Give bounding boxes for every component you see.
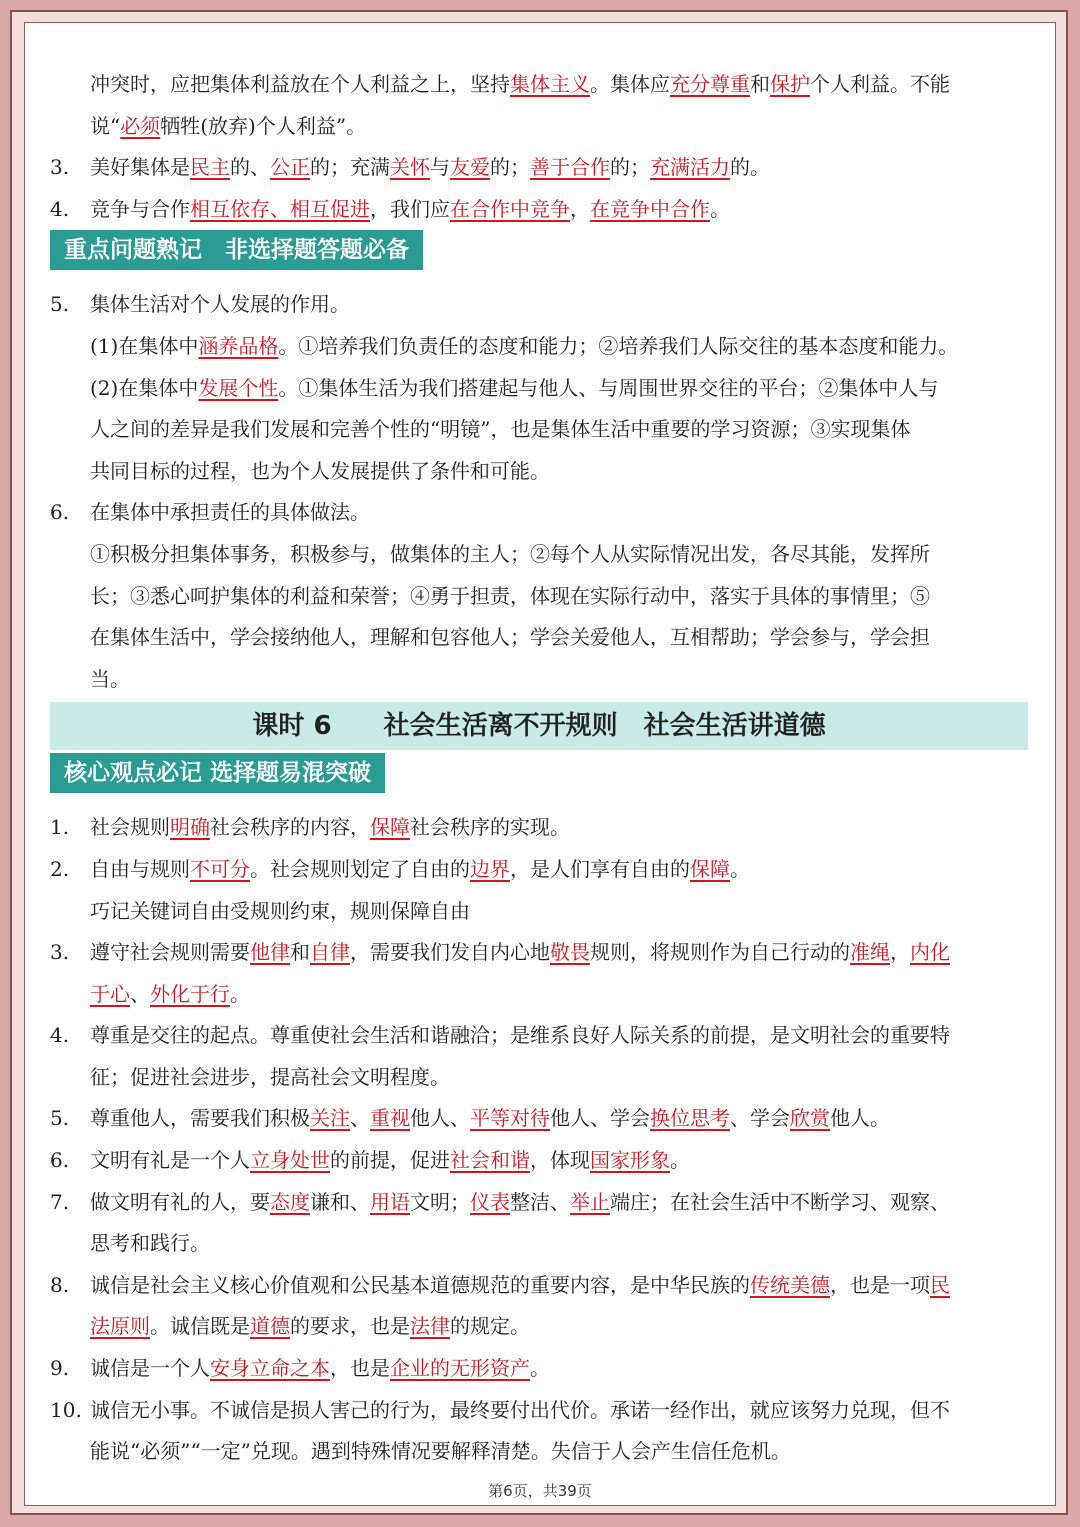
key-term: 明确 — [170, 815, 210, 840]
key-term: 企业的无形资产 — [390, 1356, 530, 1381]
text-line — [50, 974, 1030, 1016]
text-segment: 的要求，也是 — [290, 1314, 410, 1339]
text-segment: 社会秩序的内容， — [210, 815, 370, 840]
item-number: 4. — [50, 196, 70, 221]
item-number: 1. — [50, 815, 70, 840]
text-line — [50, 64, 1030, 106]
key-term: 充满活力 — [650, 155, 730, 180]
text-segment: 集体生活对个人发展的作用。 — [90, 292, 350, 317]
section-header: 重点问题熟记 非选择题答题必备 — [50, 230, 423, 270]
key-term: 涵养品格 — [198, 333, 279, 358]
line-text — [90, 64, 950, 106]
key-term: 民主 — [190, 155, 230, 180]
key-term: 立身处世 — [250, 1148, 330, 1173]
key-term: 举止 — [570, 1189, 610, 1214]
text-line — [50, 451, 1030, 493]
text-line — [50, 1306, 1030, 1348]
text-line — [50, 576, 1030, 618]
text-line — [50, 368, 1030, 410]
key-term: 用语 — [370, 1189, 410, 1214]
item-number: 4. — [50, 1023, 70, 1048]
item-number: 10. — [50, 1397, 82, 1422]
line-text — [90, 284, 350, 326]
section-header: 核心观点必记 选择题易混突破 — [50, 753, 385, 793]
numbered-item — [50, 1390, 1030, 1432]
key-term: 不可分 — [190, 856, 250, 881]
text-segment: 。 — [710, 196, 730, 221]
text-segment: (2)在集体中 — [90, 375, 199, 400]
key-term: 敬畏 — [550, 940, 590, 965]
text-segment: 的； — [490, 155, 530, 180]
item-number: 7. — [50, 1189, 70, 1214]
text-segment: 文明有礼是一个人 — [90, 1148, 250, 1173]
item-number: 5. — [50, 1106, 70, 1131]
text-segment: 人之间的差异是我们发展和完善个性的“明镜”，也是集体生活中重要的学习资源；③实现集体 — [90, 417, 911, 442]
text-segment: 的规定。 — [450, 1314, 530, 1339]
key-term: 集体主义 — [510, 72, 590, 96]
text-segment: 尊重他人，需要我们积极 — [90, 1106, 310, 1131]
text-segment: 思考和践行。 — [90, 1231, 210, 1256]
text-segment: 尊重是交往的起点。尊重使社会生活和谐融洽；是维系良好人际关系的前提，是文明社会的重要特 — [90, 1023, 950, 1048]
text-segment: 。①集体生活为我们搭建起与他人、与周围世界交往的平台；②集体中人与 — [278, 375, 939, 400]
text-segment: 社会秩序的实现。 — [410, 815, 570, 840]
text-segment: 美好集体是 — [90, 155, 190, 180]
text-segment: 。社会规则划定了自由的 — [250, 856, 470, 881]
numbered-item — [50, 189, 1030, 231]
numbered-item — [50, 807, 1030, 849]
numbered-item — [50, 147, 1030, 189]
line-text — [90, 1182, 950, 1224]
key-term: 关注 — [310, 1106, 350, 1131]
text-segment: 和 — [290, 940, 310, 965]
line-text — [90, 932, 950, 974]
lesson-title: 课时 6 社会生活离不开规则 社会生活讲道德 — [50, 702, 1028, 750]
key-term: 在合作中竞争 — [450, 196, 570, 221]
text-segment: 社会规则 — [90, 815, 170, 840]
key-term: 相互依存、相互促进 — [190, 196, 370, 221]
numbered-item — [50, 492, 1030, 534]
text-segment: 冲突时，应把集体利益放在个人利益之上，坚持 — [90, 72, 510, 96]
key-term: 内化 — [910, 940, 950, 965]
item-number: 6. — [50, 500, 70, 525]
text-segment: 遵守社会规则需要 — [90, 940, 250, 965]
text-line — [50, 106, 1030, 148]
key-term: 公正 — [270, 155, 310, 180]
text-segment: 在集体生活中，学会接纳他人，理解和包容他人；学会关爱他人，互相帮助；学会参与，学会担 — [90, 625, 930, 650]
numbered-item — [50, 1098, 1030, 1140]
text-segment: 。 — [230, 981, 250, 1006]
line-text — [90, 1057, 450, 1099]
key-term: 法律 — [410, 1314, 450, 1339]
page-footer: 第6页，共39页 — [488, 1482, 592, 1500]
numbered-item — [50, 1348, 1030, 1390]
text-segment: 。 — [670, 1148, 690, 1173]
line-text — [90, 1223, 210, 1265]
line-text — [90, 326, 958, 368]
key-term: 换位思考 — [650, 1106, 730, 1131]
text-segment: 他人、学会 — [550, 1106, 650, 1131]
item-number: 3. — [50, 940, 70, 965]
text-segment: 他人。 — [830, 1106, 890, 1131]
text-segment: 当。 — [90, 666, 130, 691]
numbered-item — [50, 284, 1030, 326]
line-text — [90, 1306, 530, 1348]
key-term: 在竞争中合作 — [590, 196, 710, 221]
text-segment: ，也是一项 — [830, 1272, 930, 1297]
line-text — [90, 1098, 890, 1140]
text-segment: 在集体中承担责任的具体做法。 — [90, 500, 370, 525]
text-segment: 整洁、 — [510, 1189, 570, 1214]
key-term: 国家形象 — [590, 1148, 670, 1173]
text-segment: 牺牲(放弃)个人利益”。 — [160, 113, 367, 138]
key-term: 态度 — [270, 1189, 310, 1214]
key-term: 社会和谐 — [450, 1148, 530, 1173]
key-term: 关怀 — [390, 155, 430, 180]
text-segment: 个人利益。不能 — [810, 72, 950, 96]
line-text — [90, 576, 930, 618]
text-segment: 的、 — [230, 155, 270, 180]
text-segment: 、 — [350, 1106, 370, 1131]
key-term: 必须 — [120, 113, 161, 138]
numbered-item — [50, 1182, 1030, 1224]
line-text — [90, 1348, 550, 1390]
line-text — [90, 807, 570, 849]
text-segment: 文明； — [410, 1189, 470, 1214]
text-line — [50, 891, 1030, 933]
key-term: 边界 — [470, 856, 510, 881]
text-line — [50, 326, 1030, 368]
key-term: 保障 — [690, 856, 730, 881]
text-line — [50, 534, 1030, 576]
line-text — [90, 106, 366, 148]
text-segment: ①积极分担集体事务，积极参与，做集体的主人；②每个人从实际情况出发，各尽其能，发挥所 — [90, 541, 930, 566]
key-term: 充分尊重 — [670, 72, 750, 96]
text-segment: 。①培养我们负责任的态度和能力；②培养我们人际交往的基本态度和能力。 — [278, 333, 959, 358]
text-segment: ，我们应 — [370, 196, 450, 221]
key-term: 准绳 — [850, 940, 890, 965]
text-segment: 共同目标的过程，也为个人发展提供了条件和可能。 — [90, 458, 550, 483]
item-number: 2. — [50, 856, 70, 881]
key-term: 平等对待 — [470, 1106, 550, 1131]
text-segment: 能说“必须”“一定”兑现。遇到特殊情况要解释清楚。失信于人会产生信任危机。 — [90, 1439, 791, 1464]
text-line — [50, 659, 1030, 701]
key-term: 发展个性 — [198, 375, 279, 400]
text-line — [50, 1223, 1030, 1265]
text-line — [50, 1057, 1030, 1099]
text-segment: 说“ — [90, 113, 121, 138]
text-segment: 。 — [730, 856, 750, 881]
numbered-item — [50, 932, 1030, 974]
text-segment: 和 — [750, 72, 770, 96]
text-segment: ， — [890, 940, 910, 965]
text-segment: (1)在集体中 — [90, 333, 199, 358]
text-segment: 做文明有礼的人，要 — [90, 1189, 270, 1214]
text-segment: 诚信是社会主义核心价值观和公民基本道德规范的重要内容，是中华民族的 — [90, 1272, 750, 1297]
text-segment: 。诚信既是 — [150, 1314, 250, 1339]
item-number: 9. — [50, 1356, 70, 1381]
key-term: 善于合作 — [530, 155, 610, 180]
numbered-item — [50, 1015, 1030, 1057]
text-segment: 的； — [610, 155, 650, 180]
text-segment: ，需要我们发自内心地 — [350, 940, 550, 965]
key-term: 传统美德 — [750, 1272, 830, 1297]
text-segment: 征；促进社会进步，提高社会文明程度。 — [90, 1064, 450, 1089]
line-text — [90, 1140, 690, 1182]
text-segment: 、 — [130, 981, 150, 1006]
text-segment: 谦和、 — [310, 1189, 370, 1214]
item-number: 6. — [50, 1148, 70, 1173]
text-segment: ，是人们享有自由的 — [510, 856, 690, 881]
text-segment: 竞争与合作 — [90, 196, 190, 221]
line-text — [90, 617, 930, 659]
line-text — [90, 147, 770, 189]
text-segment: 长；③悉心呵护集体的利益和荣誉；④勇于担责，体现在实际行动中，落实于具体的事情里；⑤ — [90, 583, 930, 608]
line-text — [90, 492, 370, 534]
numbered-item — [50, 849, 1030, 891]
line-text — [90, 659, 130, 701]
key-term: 仪表 — [470, 1189, 510, 1214]
numbered-item — [50, 1265, 1030, 1307]
text-segment: 。集体应 — [590, 72, 670, 96]
line-text — [90, 1431, 791, 1473]
key-term: 保护 — [770, 72, 810, 96]
key-term: 外化于行 — [150, 981, 230, 1006]
key-term: 自律 — [310, 940, 350, 965]
item-number: 5. — [50, 292, 70, 317]
text-segment: ， — [570, 196, 590, 221]
text-line — [50, 1431, 1030, 1473]
item-number: 8. — [50, 1272, 70, 1297]
text-segment: 巧记关键词自由受规则约束，规则保障自由 — [90, 898, 470, 923]
text-segment: 与 — [430, 155, 450, 180]
key-term: 安身立命之本 — [210, 1356, 330, 1381]
key-term: 道德 — [250, 1314, 290, 1339]
text-segment: 的；充满 — [310, 155, 390, 180]
line-text — [90, 368, 938, 410]
text-segment: 的前提，促进 — [330, 1148, 450, 1173]
text-segment: 。 — [530, 1356, 550, 1381]
text-line — [50, 617, 1030, 659]
line-text — [90, 409, 910, 451]
text-segment: 端庄；在社会生活中不断学习、观察、 — [610, 1189, 950, 1214]
key-term: 民 — [930, 1272, 950, 1297]
item-number: 3. — [50, 155, 70, 180]
line-text — [90, 189, 730, 231]
text-line — [50, 409, 1030, 451]
text-segment: 、学会 — [730, 1106, 790, 1131]
line-text — [90, 1015, 950, 1057]
line-text — [90, 1390, 950, 1432]
text-segment: 诚信无小事。不诚信是损人害己的行为，最终要付出代价。承诺一经作出，就应该努力兑现，但不 — [90, 1397, 950, 1422]
text-segment: ，也是 — [330, 1356, 390, 1381]
key-term: 他律 — [250, 940, 290, 965]
text-segment: 诚信是一个人 — [90, 1356, 210, 1381]
numbered-item — [50, 1140, 1030, 1182]
key-term: 友爱 — [450, 155, 490, 180]
line-text — [90, 891, 470, 933]
text-segment: ，体现 — [530, 1148, 590, 1173]
line-text — [90, 534, 930, 576]
line-text — [90, 1265, 950, 1307]
document-content — [50, 64, 1030, 1473]
key-term: 欣赏 — [790, 1106, 830, 1131]
line-text — [90, 451, 550, 493]
text-segment: 他人、 — [410, 1106, 470, 1131]
line-text — [90, 974, 250, 1016]
text-segment: 规则，将规则作为自己行动的 — [590, 940, 850, 965]
key-term: 于心 — [90, 981, 130, 1006]
text-segment: 自由与规则 — [90, 856, 190, 881]
key-term: 保障 — [370, 815, 410, 840]
text-segment: 的。 — [730, 155, 770, 180]
key-term: 法原则 — [90, 1314, 150, 1339]
line-text — [90, 849, 750, 891]
key-term: 重视 — [370, 1106, 410, 1131]
